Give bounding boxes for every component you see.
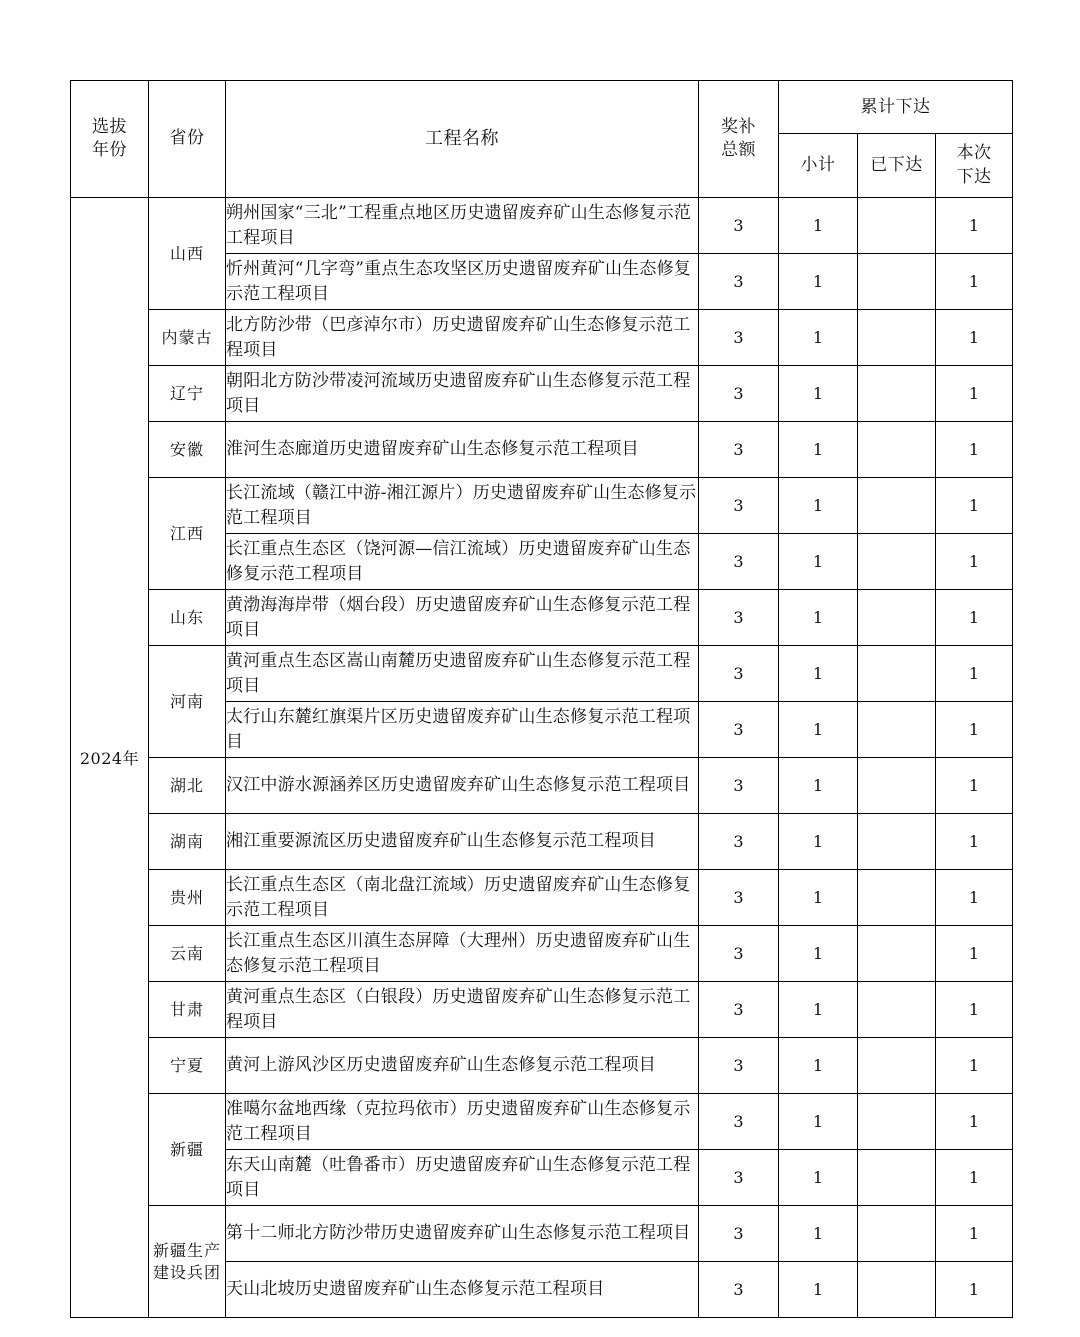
cell-subtotal: 1	[779, 1038, 858, 1094]
cell-current-issued: 1	[936, 758, 1013, 814]
cell-project-name: 忻州黄河“几字弯”重点生态攻坚区历史遗留废弃矿山生态修复示范工程项目	[226, 254, 699, 310]
cell-already-issued	[858, 646, 936, 702]
table-row	[71, 982, 1013, 1038]
cell-province: 贵州	[149, 870, 226, 926]
cell-already-issued	[858, 254, 936, 310]
cell-project-name: 天山北坡历史遗留废弃矿山生态修复示范工程项目	[226, 1262, 699, 1318]
cell-subtotal: 1	[779, 422, 858, 478]
cell-award-total: 3	[699, 870, 779, 926]
cell-project-name: 东天山南麓（吐鲁番市）历史遗留废弃矿山生态修复示范工程项目	[226, 1150, 699, 1206]
cell-already-issued	[858, 1150, 936, 1206]
cell-already-issued	[858, 1262, 936, 1318]
cell-subtotal: 1	[779, 534, 858, 590]
cell-award-total: 3	[699, 926, 779, 982]
cell-current-issued: 1	[936, 646, 1013, 702]
cell-current-issued: 1	[936, 814, 1013, 870]
cell-already-issued	[858, 758, 936, 814]
cell-current-issued: 1	[936, 422, 1013, 478]
cell-award-total: 3	[699, 1206, 779, 1262]
cell-project-name: 太行山东麓红旗渠片区历史遗留废弃矿山生态修复示范工程项目	[226, 702, 699, 758]
cell-project-name: 黄河重点生态区嵩山南麓历史遗留废弃矿山生态修复示范工程项目	[226, 646, 699, 702]
header-current-issued-line1: 本次	[956, 143, 992, 164]
cell-award-total: 3	[699, 534, 779, 590]
header-selection-year-line2: 年份	[92, 140, 127, 160]
cell-already-issued	[858, 982, 936, 1038]
cell-province: 湖南	[149, 814, 226, 870]
cell-province: 河南	[149, 646, 226, 758]
cell-province: 辽宁	[149, 366, 226, 422]
cell-subtotal: 1	[779, 478, 858, 534]
cell-project-name: 湘江重要源流区历史遗留废弃矿山生态修复示范工程项目	[226, 814, 699, 870]
cell-current-issued: 1	[936, 1206, 1013, 1262]
cell-province: 山东	[149, 590, 226, 646]
cell-project-name: 淮河生态廊道历史遗留废弃矿山生态修复示范工程项目	[226, 422, 699, 478]
table-container	[70, 80, 1012, 1318]
header-subtotal: 小计	[779, 134, 858, 198]
cell-award-total: 3	[699, 310, 779, 366]
header-award-total	[699, 81, 779, 198]
table-row	[71, 870, 1013, 926]
table-row	[71, 478, 1013, 534]
header-current-issued	[936, 134, 1013, 198]
cell-award-total: 3	[699, 366, 779, 422]
cell-province: 内蒙古	[149, 310, 226, 366]
cell-already-issued	[858, 198, 936, 254]
cell-province: 安徽	[149, 422, 226, 478]
cell-already-issued	[858, 366, 936, 422]
cell-already-issued	[858, 478, 936, 534]
cell-subtotal: 1	[779, 1094, 858, 1150]
cell-subtotal: 1	[779, 310, 858, 366]
cell-province: 湖北	[149, 758, 226, 814]
cell-province: 宁夏	[149, 1038, 226, 1094]
cell-already-issued	[858, 1094, 936, 1150]
cell-current-issued: 1	[936, 534, 1013, 590]
cell-subtotal: 1	[779, 254, 858, 310]
cell-already-issued	[858, 870, 936, 926]
cell-subtotal: 1	[779, 870, 858, 926]
header-already-issued: 已下达	[858, 134, 936, 198]
cell-current-issued: 1	[936, 366, 1013, 422]
header-cumulative-group: 累计下达	[779, 81, 1013, 134]
cell-already-issued	[858, 422, 936, 478]
cell-province: 新疆生产建设兵团	[149, 1206, 226, 1318]
cell-award-total: 3	[699, 1038, 779, 1094]
cell-project-name: 黄渤海海岸带（烟台段）历史遗留废弃矿山生态修复示范工程项目	[226, 590, 699, 646]
cell-subtotal: 1	[779, 366, 858, 422]
cell-project-name: 第十二师北方防沙带历史遗留废弃矿山生态修复示范工程项目	[226, 1206, 699, 1262]
cell-province: 新疆	[149, 1094, 226, 1206]
cell-award-total: 3	[699, 982, 779, 1038]
table-row	[71, 590, 1013, 646]
cell-award-total: 3	[699, 254, 779, 310]
cell-current-issued: 1	[936, 926, 1013, 982]
cell-current-issued: 1	[936, 310, 1013, 366]
cell-project-name: 黄河重点生态区（白银段）历史遗留废弃矿山生态修复示范工程项目	[226, 982, 699, 1038]
cell-award-total: 3	[699, 646, 779, 702]
cell-current-issued: 1	[936, 478, 1013, 534]
cell-current-issued: 1	[936, 870, 1013, 926]
cell-project-name: 朝阳北方防沙带凌河流域历史遗留废弃矿山生态修复示范工程项目	[226, 366, 699, 422]
header-province: 省份	[149, 81, 226, 198]
cell-award-total: 3	[699, 1094, 779, 1150]
cell-award-total: 3	[699, 478, 779, 534]
table-row	[71, 1094, 1013, 1150]
table-row	[71, 310, 1013, 366]
header-selection-year-line1: 选拔	[92, 116, 127, 137]
cell-already-issued	[858, 702, 936, 758]
cell-already-issued	[858, 814, 936, 870]
cell-current-issued: 1	[936, 1094, 1013, 1150]
cell-current-issued: 1	[936, 1262, 1013, 1318]
cell-project-name: 黄河上游风沙区历史遗留废弃矿山生态修复示范工程项目	[226, 1038, 699, 1094]
cell-award-total: 3	[699, 1150, 779, 1206]
cell-already-issued	[858, 1206, 936, 1262]
table-row	[71, 198, 1013, 254]
cell-project-name: 长江重点生态区（饶河源—信江流域）历史遗留废弃矿山生态修复示范工程项目	[226, 534, 699, 590]
table-header	[71, 81, 1013, 198]
header-award-total-line1: 奖补	[721, 116, 756, 137]
cell-award-total: 3	[699, 702, 779, 758]
cell-already-issued	[858, 534, 936, 590]
cell-subtotal: 1	[779, 926, 858, 982]
cell-subtotal: 1	[779, 590, 858, 646]
table-row	[71, 758, 1013, 814]
table-row	[71, 926, 1013, 982]
cell-current-issued: 1	[936, 254, 1013, 310]
table-row	[71, 366, 1013, 422]
header-selection-year	[71, 81, 149, 198]
header-award-total-line2: 总额	[721, 140, 756, 160]
header-current-issued-line2: 下达	[956, 166, 992, 187]
cell-current-issued: 1	[936, 1150, 1013, 1206]
cell-current-issued: 1	[936, 590, 1013, 646]
cell-award-total: 3	[699, 1262, 779, 1318]
cell-subtotal: 1	[779, 646, 858, 702]
cell-current-issued: 1	[936, 982, 1013, 1038]
table-row	[71, 422, 1013, 478]
cell-project-name: 长江重点生态区（南北盘江流域）历史遗留废弃矿山生态修复示范工程项目	[226, 870, 699, 926]
cell-subtotal: 1	[779, 982, 858, 1038]
cell-project-name: 准噶尔盆地西缘（克拉玛依市）历史遗留废弃矿山生态修复示范工程项目	[226, 1094, 699, 1150]
table-row	[71, 1038, 1013, 1094]
cell-province: 山西	[149, 198, 226, 310]
table-row	[71, 646, 1013, 702]
cell-subtotal: 1	[779, 198, 858, 254]
header-project-name: 工程名称	[226, 81, 699, 198]
cell-province: 江西	[149, 478, 226, 590]
cell-province: 云南	[149, 926, 226, 982]
cell-subtotal: 1	[779, 758, 858, 814]
cell-project-name: 长江流域（赣江中游-湘江源片）历史遗留废弃矿山生态修复示范工程项目	[226, 478, 699, 534]
cell-project-name: 汉江中游水源涵养区历史遗留废弃矿山生态修复示范工程项目	[226, 758, 699, 814]
cell-subtotal: 1	[779, 1262, 858, 1318]
cell-already-issued	[858, 1038, 936, 1094]
cell-subtotal: 1	[779, 1150, 858, 1206]
cell-award-total: 3	[699, 422, 779, 478]
cell-project-name: 长江重点生态区川滇生态屏障（大理州）历史遗留废弃矿山生态修复示范工程项目	[226, 926, 699, 982]
cell-current-issued: 1	[936, 702, 1013, 758]
cell-already-issued	[858, 926, 936, 982]
cell-subtotal: 1	[779, 702, 858, 758]
cell-already-issued	[858, 310, 936, 366]
cell-award-total: 3	[699, 198, 779, 254]
cell-award-total: 3	[699, 758, 779, 814]
cell-selection-year: 2024年	[71, 198, 149, 1318]
cell-subtotal: 1	[779, 1206, 858, 1262]
cell-award-total: 3	[699, 590, 779, 646]
cell-current-issued: 1	[936, 198, 1013, 254]
cell-project-name: 北方防沙带（巴彦淖尔市）历史遗留废弃矿山生态修复示范工程项目	[226, 310, 699, 366]
cell-subtotal: 1	[779, 814, 858, 870]
cell-project-name: 朔州国家“三北”工程重点地区历史遗留废弃矿山生态修复示范工程项目	[226, 198, 699, 254]
table-row	[71, 1206, 1013, 1262]
cell-current-issued: 1	[936, 1038, 1013, 1094]
cell-award-total: 3	[699, 814, 779, 870]
cell-province: 甘肃	[149, 982, 226, 1038]
header-row-1	[71, 81, 1013, 134]
project-allocation-table	[70, 80, 1013, 1318]
cell-already-issued	[858, 590, 936, 646]
table-row	[71, 814, 1013, 870]
table-body	[71, 198, 1013, 1318]
